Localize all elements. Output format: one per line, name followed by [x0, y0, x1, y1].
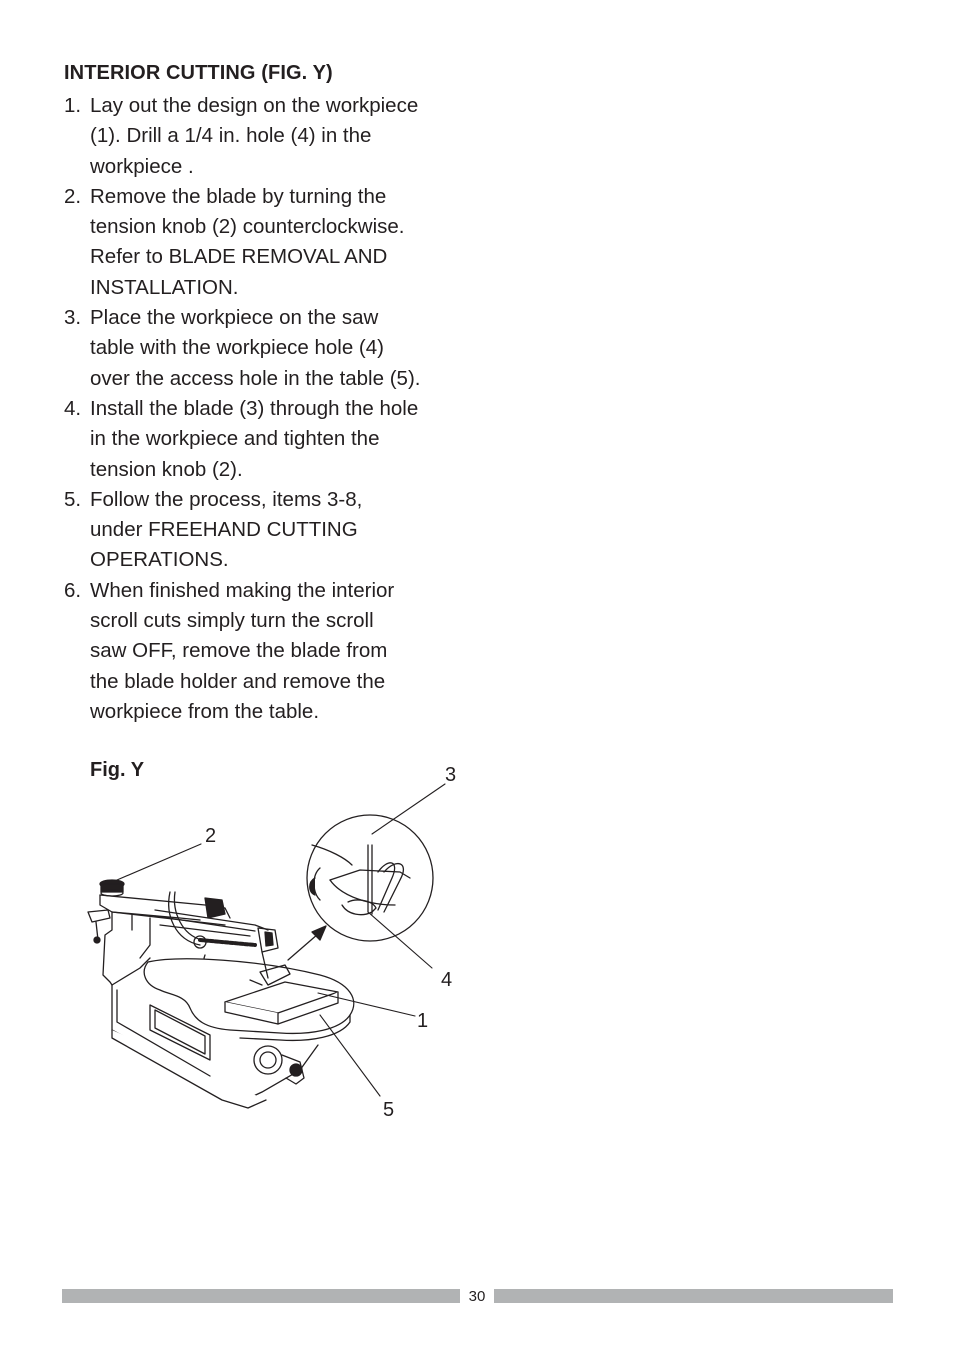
- step-line: Refer to BLADE REMOVAL AND: [90, 245, 388, 269]
- step-line: saw OFF, remove the blade from: [90, 639, 388, 663]
- step-3: [64, 303, 484, 394]
- step-line: scroll cuts simply turn the scroll: [90, 609, 374, 633]
- step-line: Follow the process, items 3-8,: [90, 487, 363, 511]
- step-number: 6.: [64, 578, 82, 602]
- detail-view: [307, 815, 433, 941]
- instruction-steps: [64, 91, 484, 727]
- step-number: 5.: [64, 487, 82, 511]
- step-number: 1.: [64, 94, 82, 117]
- step-line: under FREEHAND CUTTING: [90, 518, 358, 542]
- callout-5: 5: [383, 1099, 395, 1121]
- step-1: [64, 91, 484, 182]
- callout-3: 3: [445, 764, 457, 786]
- step-line: OPERATIONS.: [90, 548, 229, 572]
- step-line: Place the workpiece on the saw: [90, 306, 379, 330]
- page-number: 30: [468, 1288, 486, 1305]
- step-line: in the workpiece and tighten the: [90, 427, 380, 451]
- step-line: Lay out the design on the workpiece: [90, 94, 419, 117]
- step-line: tension knob (2).: [90, 457, 243, 481]
- step-line: (1). Drill a 1/4 in. hole (4) in the: [90, 124, 372, 148]
- step-line: workpiece from the table.: [90, 699, 320, 723]
- footer-bar-right: [494, 1289, 893, 1303]
- section-title: INTERIOR CUTTING (FIG. Y): [64, 62, 333, 84]
- step-line: INSTALLATION.: [90, 275, 239, 299]
- figure-label: Fig. Y: [90, 759, 145, 781]
- callout-4: 4: [441, 969, 453, 991]
- step-5: [64, 485, 484, 576]
- step-line: table with the workpiece hole (4): [90, 336, 384, 360]
- step-line: workpiece .: [90, 154, 194, 178]
- step-4: [64, 394, 484, 485]
- leader-lines: [117, 784, 445, 1096]
- tension-knob: [100, 880, 124, 896]
- step-2: [64, 182, 484, 303]
- detail-arrow: [288, 926, 326, 960]
- step-line: over the access hole in the table (5).: [90, 366, 421, 390]
- scroll-saw-diagram: [60, 760, 480, 1130]
- step-line: tension knob (2) counterclockwise.: [90, 215, 405, 239]
- step-line: Remove the blade by turning the: [90, 184, 387, 208]
- step-6: [64, 576, 484, 727]
- callout-1: 1: [417, 1010, 429, 1032]
- step-line: Install the blade (3) through the hole: [90, 396, 419, 420]
- step-number: 2.: [64, 184, 82, 208]
- step-number: 4.: [64, 396, 82, 420]
- footer-bar-left: [62, 1289, 460, 1303]
- callout-2: 2: [205, 825, 217, 847]
- step-number: 3.: [64, 306, 82, 330]
- step-line: the blade holder and remove the: [90, 669, 386, 693]
- step-line: When finished making the interior: [90, 578, 395, 602]
